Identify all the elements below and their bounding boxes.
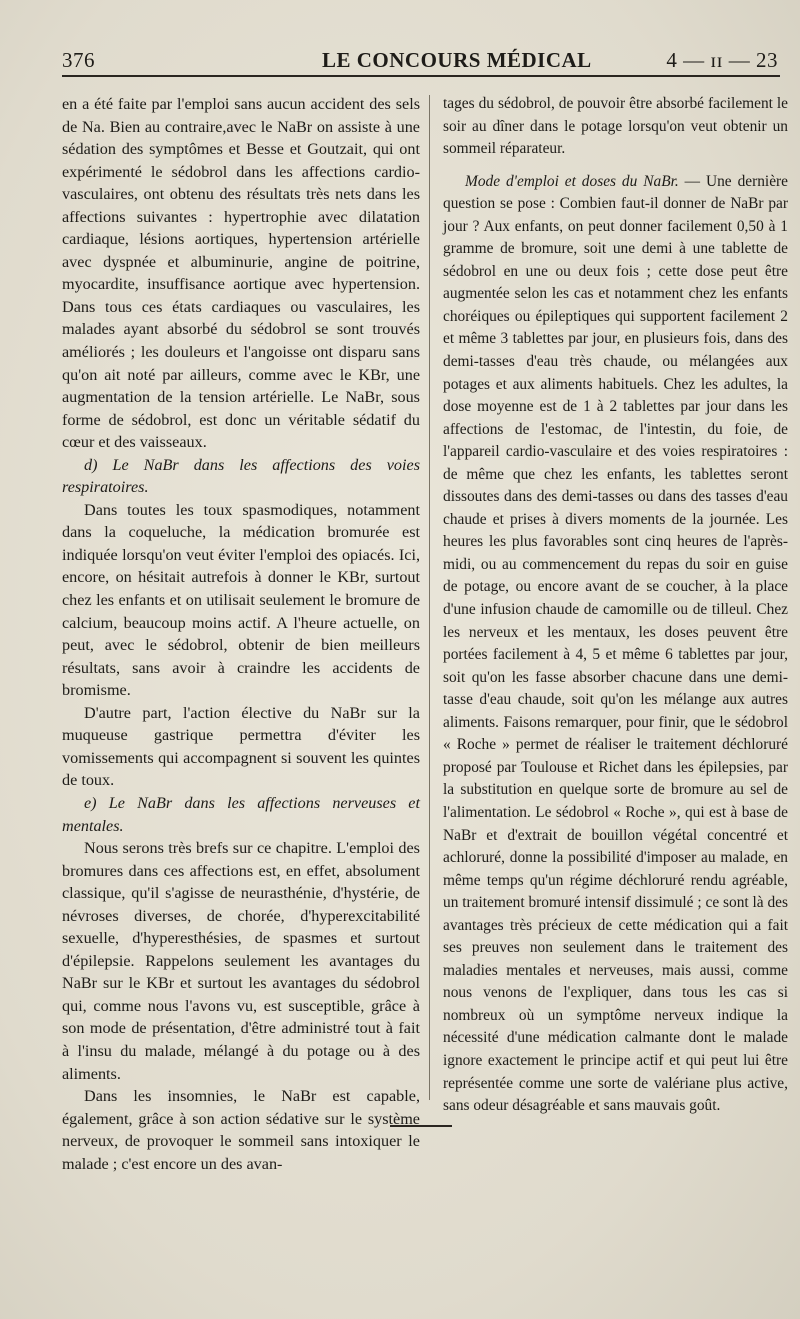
paragraph: Dans les insomnies, le NaBr est capable, également, grâce à son action sédative sur le système nerveux, de provoquer le sommeil sans intoxiquer le malade ; c'est encore un des avan- xyxy=(62,1087,420,1173)
end-rule xyxy=(390,1125,452,1127)
section-heading-d: d) Le NaBr dans les affections des voies respiratoires. xyxy=(62,455,420,497)
issue-date: 4 — ɪɪ — 23 xyxy=(666,48,778,72)
mode-emploi-paragraph: Mode d'emploi et doses du NaBr. — Une dernière question se pose : Combien faut-il donner de NaBr par jour ? Aux enfants, on peut donner facilement 0,50 à 1 gramme de bromure, soit une demi à une tablette de sédobrol en une ou deux fois ; cette dose peut être augmentée selon les cas et notamment chez les enfants choréiques ou épileptiques qui supportent facilement 2 et même 3 tablettes par jour, en plusieurs fois, dans des demi-tasses d'eau très chaude, ou mélangées aux potages et aux aliments habituels. Chez les adultes, la dose moyenne est de 1 à 2 tablettes par jour dans les affections de l'estomac, de l'intestin, du foie, de l'appareil cardio-vasculaire et des voies respiratoires : de même que chez les enfants, les tablettes seront dissoutes dans des demi-tasses ou dans des tasses d'eau chaude et prises à divers moments de la journée. Les heures les plus favorables sont cinq heures de l'après-midi, ou au commencement du repas du soir en guise de potage, ou encore avant de se coucher, à la place d'une infusion chaude de camomille ou de tilleul. Chez les nerveux et les mentaux, les doses peuvent être portées facilement à 4, 5 et même 6 tablettes par jour, soit qu'on les fasse absorber chacune dans une demi-tasse d'eau chaude, soit qu'on les mélange aux autres aliments. Faisons remarquer, pour finir, que le sédobrol « Roche » permet de réaliser le traitement déchloruré proposé par Toulouse et Richet dans les épilepsies, par la substitution en quelque sorte de bromure au sel de l'alimentation. Le sédobrol « Roche », qui est à base de NaBr et d'extrait de bouillon végétal concentré et achloruré, donne la possibilité d'imposer au malade, en même temps qu'un régime déchloruré rendu agréable, un traitement bromuré intensif dissimulé ; ce sont là des avantages très précieux de cette médication qui a fait ses preuves non seulement dans le traitement des maladies mentales et nerveuses, mais aussi, comme nous venons de l'expliquer, dans tous les cas si nombreux où un symptôme nerveux indique la nécessité d'une médication calmante dont le malade ignore exactement le principe actif et qui peut lui être représentée comme une sorte de valériane plus active, sans odeur désagréable et sans mauvais goût. xyxy=(443,172,788,1115)
paragraph: Nous serons très brefs sur ce chapitre. L'emploi des bromures dans ces affections est, en effet, absolument classique, qu'il s'agisse de neurasthénie, d'hystérie, de névroses diverses, de chorée, d'hyperexcitabilité sexuelle, d'hyperesthésies, de spasmes et surtout d'épilepsie. Rappelons seulement les avantages du NaBr sur le KBr et surtout les avantages du sédobrol qui, comme nous l'avons vu, est susceptible, grâce à son mode de présentation, d'être administré tout à fait à l'insu du malade, mélangé à du potage ou à des aliments. xyxy=(62,839,420,1083)
section-heading-mode: Mode d'emploi et doses du NaBr. xyxy=(465,172,679,190)
left-column xyxy=(62,93,420,1175)
paragraph: D'autre part, l'action élective du NaBr sur la muqueuse gastrique permettra d'éviter les vomissements qui accompagnent si souvent les quintes de toux. xyxy=(62,703,420,790)
right-column xyxy=(443,93,788,1118)
running-header xyxy=(62,40,778,80)
column-divider xyxy=(429,95,430,1100)
section-heading-e: e) Le NaBr dans les affections nerveuses et mentales. xyxy=(62,793,420,835)
paragraph: en a été faite par l'emploi sans aucun accident des sels de Na. Bien au contraire,avec le NaBr on assiste à une sédation des symptômes et Besse et Goutzait, qui ont expérimenté le sédobrol dans les affections cardio-vasculaires, ont obtenu des résultats très nets dans les affections suivantes : hypertrophie avec dilatation cardiaque, lésions aortiques, hypertension artérielle avec dyspnée et albuminurie, angine de poitrine, myocardite, insuffisance aortique avec hypertension. Dans tous ces états cardiaques ou vasculaires, les malades ayant absorbé du sédobrol se sont trouvés améliorés ; les douleurs et l'angoisse ont disparu sans qu'on ait noté par ailleurs, comme avec le KBr, une augmentation de la tension artérielle. Le NaBr, sous forme de sédobrol, est donc un véritable sédatif du cœur et des vaisseaux. xyxy=(62,95,420,452)
paragraph: Dans toutes les toux spasmodiques, notamment dans la coqueluche, la médication bromurée est indiquée lorsqu'on veut éviter l'emploi des opiacés. Ici, encore, on hésitait autrefois à donner le KBr, surtout chez les enfants et on utilisait seulement le bromure de calcium, beaucoup moins actif. A l'heure actuelle, on peut, avec le sédobrol, obtenir de bien meilleurs résultats, sans avoir à craindre les accidents de bromisme. xyxy=(62,500,420,700)
header-rule xyxy=(62,75,780,77)
journal-title: LE CONCOURS MÉDICAL xyxy=(322,48,592,72)
page-number: 376 xyxy=(62,48,95,72)
paragraph: tages du sédobrol, de pouvoir être absorbé facilement le soir au dîner dans le potage lorsqu'on veut obtenir un sommeil réparateur. xyxy=(443,95,788,158)
